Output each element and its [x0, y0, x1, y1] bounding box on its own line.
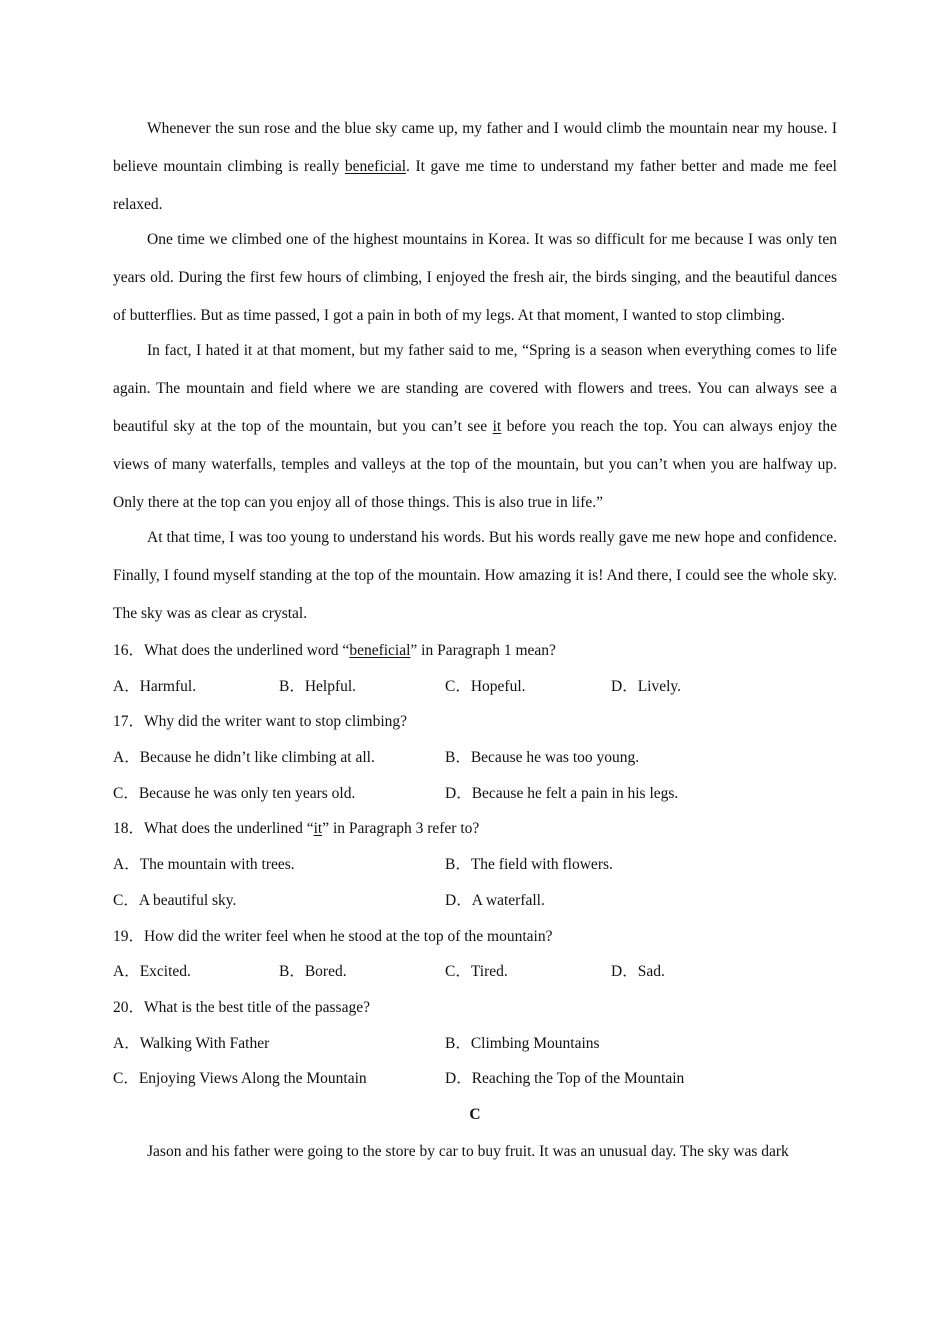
q20-option-b: B．Climbing Mountains	[445, 1034, 600, 1052]
q20-option-a: A．Walking With Father	[113, 1034, 270, 1052]
section-c-paragraph-1: Jason and his father were going to the store by car to buy fruit. It was an unusual day. The sky was dark	[147, 1142, 789, 1160]
document-page	[113, 110, 837, 1171]
q18-option-d: D．A waterfall.	[445, 891, 545, 909]
q18-option-a: A．The mountain with trees.	[113, 856, 295, 874]
q18-option-c: C．A beautiful sky.	[113, 891, 237, 909]
q20-option-d: D．Reaching the Top of the Mountain	[445, 1070, 685, 1088]
paragraph-1-text-a: Whenever the sun rose and the blue sky came up, my father and I would climb the mountain near my house. I believe mountain climbing is really	[113, 120, 837, 175]
question-18-options-row-1	[113, 847, 837, 883]
question-18-text-a: 18．What does the underlined “	[113, 820, 314, 838]
q17-option-d: D．Because he felt a pain in his legs.	[445, 784, 679, 802]
paragraph-1-text-b: . It gave me time to understand my father better and made me feel relaxed.	[113, 158, 837, 213]
paragraph-3	[113, 332, 837, 522]
question-19-options	[113, 954, 837, 990]
underlined-word-it: it	[492, 418, 502, 435]
q16-option-c: C．Hopeful.	[445, 677, 526, 695]
question-16	[113, 633, 837, 669]
question-18	[113, 811, 837, 847]
q16-option-d: D．Lively.	[611, 677, 682, 695]
question-17: 17．Why did the writer want to stop climbing?	[113, 713, 408, 731]
q16-option-a: A．Harmful.	[113, 677, 197, 695]
question-18-options-row-2	[113, 883, 837, 919]
question-16-text-b: ” in Paragraph 1 mean?	[410, 642, 556, 659]
q20-option-c: C．Enjoying Views Along the Mountain	[113, 1070, 367, 1088]
question-18-text-b: ” in Paragraph 3 refer to?	[322, 820, 480, 838]
q16-option-b: B．Helpful.	[279, 677, 357, 695]
question-16-options	[113, 669, 837, 705]
paragraph-2: One time we climbed one of the highest mountains in Korea. It was so difficult for me because I was only ten years old. During the first few hours of climbing, I enjoyed the fresh air, the birds singing, and the beautiful dances of butterflies. But as time passed, I got a pain in both of my legs. At that moment, I wanted to stop climbing.	[113, 231, 837, 324]
q18-option-b: B．The field with flowers.	[445, 856, 613, 874]
paragraph-3-text-b: before you reach the top. You can always enjoy the views of many waterfalls, temples and valleys at the top of the mountain, but you can’t when you are halfway up. Only there at the top can you enjoy all of those things. This is also true in life.”	[113, 418, 837, 511]
q17-option-b: B．Because he was too young.	[445, 749, 640, 767]
question-17-options-row-1	[113, 740, 837, 776]
q17-option-a: A．Because he didn’t like climbing at all.	[113, 749, 375, 767]
underlined-word-beneficial: beneficial	[344, 158, 407, 175]
question-16-underlined: beneficial	[349, 642, 411, 659]
q19-option-b: B．Bored.	[279, 963, 347, 981]
question-20-options-row-1	[113, 1026, 837, 1062]
question-17-options-row-2	[113, 776, 837, 812]
question-18-underlined: it	[313, 820, 323, 838]
question-16-text-a: 16．What does the underlined word “	[113, 642, 350, 659]
q19-option-a: A．Excited.	[113, 963, 191, 981]
question-19: 19．How did the writer feel when he stood at the top of the mountain?	[113, 927, 553, 945]
paragraph-1	[113, 110, 837, 224]
paragraph-4: At that time, I was too young to understand his words. But his words really gave me new hope and confidence. Finally, I found myself standing at the top of the mountain. How amazing it is! And there, I could see the whole sky. The sky was as clear as crystal.	[113, 529, 837, 622]
section-c-title: C	[469, 1105, 481, 1123]
q19-option-d: D．Sad.	[611, 963, 665, 981]
paragraph-3-text-a: In fact, I hated it at that moment, but my father said to me, “Spring is a season when everything comes to life again. The mountain and field where we are standing are covered with flowers and trees. You can always see a beautiful sky at the top of the mountain, but you can’t see	[113, 342, 837, 435]
q17-option-c: C．Because he was only ten years old.	[113, 784, 356, 802]
q19-option-c: C．Tired.	[445, 963, 508, 981]
question-20: 20．What is the best title of the passage?	[113, 998, 370, 1016]
question-20-options-row-2	[113, 1061, 837, 1097]
